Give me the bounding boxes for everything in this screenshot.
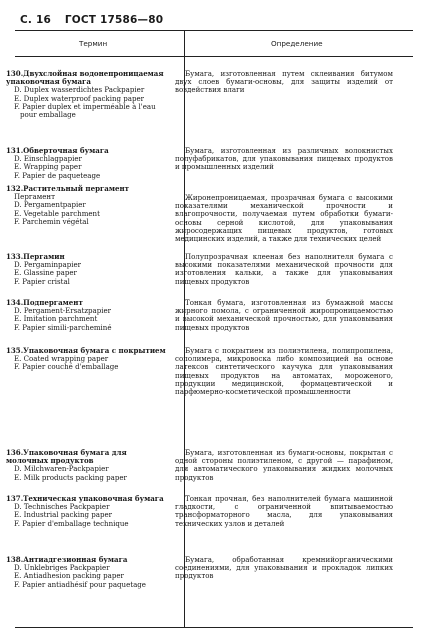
definition-entry — [175, 495, 393, 528]
definition-entry — [175, 147, 393, 172]
column-header-term: Термин — [79, 39, 108, 48]
definition-entry — [175, 449, 393, 482]
table-bottom-rule — [15, 627, 413, 628]
definition-text: Бумага, обработанная кремнийорганическими соединениями, для упаковывания и прокладок липких продуктов — [175, 555, 393, 581]
definition-text: Полупрозрачная клееная без наполнителя бумага с высокими показателями механической прочности для изготовления кальки, а также для упаковывания пищевых продуктов — [175, 252, 393, 286]
term-entry — [6, 70, 166, 119]
term-translation: E. Industrial packing paper — [14, 510, 112, 520]
definition-entry — [175, 194, 393, 243]
term-translation: D. Unklebriges Packpapier — [14, 563, 110, 573]
term-name: Пергамин — [23, 252, 65, 261]
definition-text: Бумага, изготовленная путем склеивания битумом двух слоев бумаги-основы, для защиты изделий от воздействия влаги — [175, 69, 393, 95]
term-name: Упаковочная бумага для молочных продуктов — [6, 448, 127, 466]
standard-code: ГОСТ 17586—80 — [64, 14, 164, 26]
term-translation: E. Imitation parchment — [14, 314, 98, 324]
definition-entry — [175, 556, 393, 581]
term-translation: D. Einschlagpapier — [14, 154, 82, 164]
term-translation: E. Wrapping paper — [14, 162, 82, 172]
term-translation: F. Papier de paqueteage — [14, 170, 101, 180]
term-translation: E. Coated wrapping paper — [14, 354, 109, 364]
term-translation: F. Papier duplex et imperméable à l'eau pour emballage — [14, 101, 156, 120]
term-translation: D. Duplex wasserdichtes Packpapier — [14, 85, 145, 95]
term-translation: F. Papier antiadhésif pour paquetage — [14, 579, 146, 589]
term-name: Обверточная бумага — [23, 146, 109, 155]
definition-entry — [175, 70, 393, 95]
term-number: 131. — [6, 146, 24, 155]
term-number: 133. — [6, 252, 24, 261]
term-entry — [6, 556, 166, 589]
definition-entry — [175, 299, 393, 332]
term-entry — [6, 185, 166, 226]
definition-text: Бумага с покрытием из полиэтилена, полипропилена, сополимера, микровоска либо композицией на основе латексов синтетического каучука для упаковывания пищевых продуктов на автоматах, мороженого, продукции медицинской, формацевтической и парфюмерно-косметической промышленности — [175, 346, 393, 397]
term-translation: F. Parchemin végétal — [14, 216, 89, 226]
term-translation: F. Papier cristal — [14, 276, 70, 286]
definition-entry — [175, 347, 393, 396]
term-name: Растительный пергамент — [23, 184, 130, 193]
column-header-definition: Определение — [271, 39, 323, 48]
term-number: 136. — [6, 448, 24, 457]
term-number: 135. — [6, 346, 24, 355]
term-translation: E. Milk products packing paper — [14, 472, 127, 482]
table-header-rule — [15, 56, 413, 57]
definition-entry — [175, 253, 393, 286]
definition-text: Жиронепроницаемая, прозрачная бумага с высокими показателями механической прочности и влагопрочности, получаемая путем обработки бумаги-основы серной кислотой, для упаковывания жиросодержащих пищевых продуктов, готовых медицинских изделий, а также для технических целей — [175, 193, 393, 244]
term-translation: D. Pergaminpapier — [14, 260, 82, 270]
term-number: 138. — [6, 555, 24, 564]
term-entry — [6, 147, 166, 180]
term-number: 137. — [6, 494, 24, 503]
term-entry — [6, 347, 166, 372]
definition-text: Бумага, изготовленная из различных волокнистых полуфабрикатов, для упаковывания пищевых продуктов и промышленных изделий — [175, 146, 393, 172]
term-name: Антиадгезионная бумага — [23, 555, 128, 564]
term-translation: D. Pergamentpapier — [14, 200, 86, 210]
term-entry — [6, 495, 166, 528]
term-translation: D. Pergament-Ersatzpapier — [14, 306, 112, 316]
term-number: 132. — [6, 184, 24, 193]
term-entry — [6, 449, 166, 482]
term-name: Упаковочная бумага с покрытием — [23, 346, 166, 355]
term-translation: Пергамент — [14, 192, 55, 202]
term-translation: F. Papier d'emballage technique — [14, 518, 129, 528]
definition-text: Тонкая бумага, изготовленная из бумажной массы жирного помола, с ограниченной жиропроницаемостью и высокой механической прочностью, для упаковывания пищевых продуктов — [175, 298, 393, 332]
page-header — [20, 14, 173, 26]
term-translation: F. Papier simili-parcheminé — [14, 322, 112, 332]
term-translation: E. Glassine paper — [14, 268, 77, 278]
term-entry — [6, 253, 166, 286]
term-title — [6, 70, 166, 86]
term-number: 134. — [6, 298, 24, 307]
term-translation: E. Duplex waterproof packing paper — [14, 93, 145, 103]
definition-text: Бумага, изготовленная из бумаги-основы, покрытая с одной стороны полиэтиленом, с другой — парафином, для автоматического упаковывания жидких молочных продуктов — [175, 448, 393, 482]
term-name: Подпергамент — [23, 298, 83, 307]
term-title — [6, 449, 166, 465]
term-name: Техническая упаковочная бумага — [23, 494, 164, 503]
page-number: С. 16 — [20, 14, 51, 26]
term-translation: D. Milchwaren-Packpapier — [14, 464, 109, 474]
term-number: 130. — [6, 69, 24, 78]
term-translation: E. Vegetable parchment — [14, 208, 100, 218]
term-entry — [6, 299, 166, 332]
definition-text: Тонкая прочная, без наполнителей бумага машинной гладкости, с ограниченной впитываемостью трансформаторного масла, для упаковывания технических узлов и деталей — [175, 494, 393, 528]
term-name: Двухслойная водонепроницаемая упаковочная бумага — [6, 69, 164, 87]
table-top-rule — [15, 30, 413, 31]
term-translation: E. Antiadhesion packing paper — [14, 571, 124, 581]
term-translation: F. Papier couché d'emballage — [14, 362, 119, 372]
term-translation: D. Technisches Packpapier — [14, 502, 110, 512]
